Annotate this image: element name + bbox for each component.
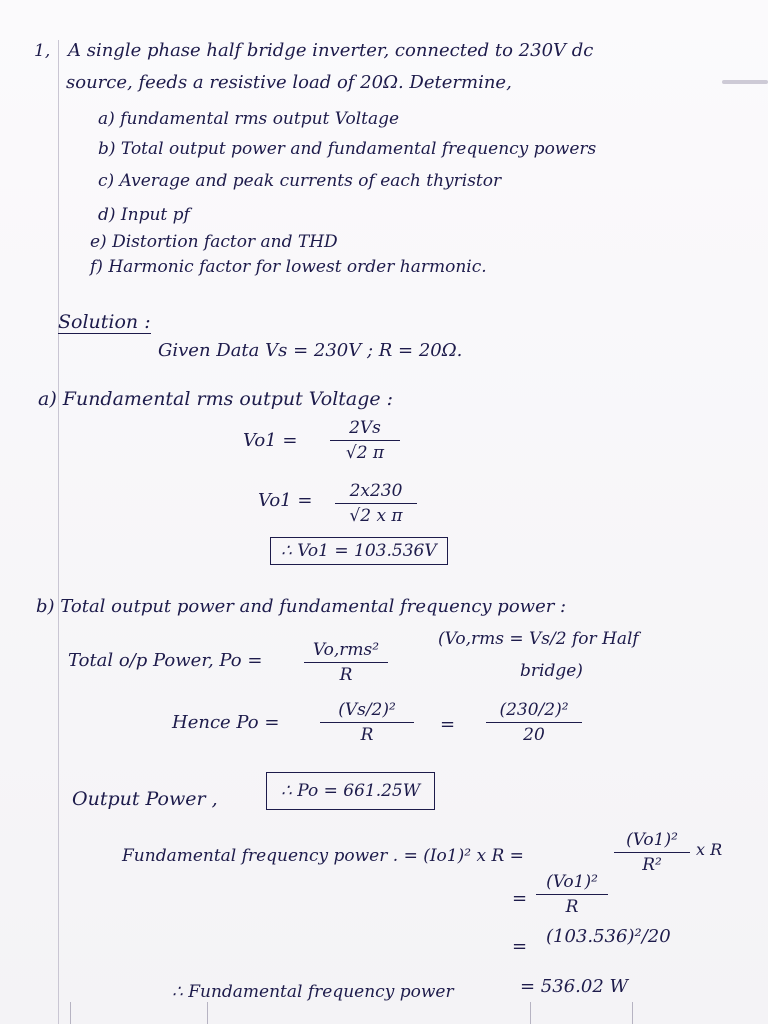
question-line-1: A single phase half bridge inverter, connected to 230V dc <box>68 40 594 61</box>
bottom-tick <box>632 1002 633 1024</box>
vo1-lhs-1: Vo1 = <box>243 430 298 451</box>
final-label: ∴ Fundamental frequency power <box>172 982 454 1002</box>
part-a-heading: a) Fundamental rms output Voltage : <box>38 388 394 410</box>
step-value: (103.536)²/20 <box>546 926 671 947</box>
question-line-2: source, feeds a resistive load of 20Ω. Determine, <box>66 72 512 93</box>
total-power-numerator: Vo,rms² <box>304 640 388 663</box>
output-power-label: Output Power , <box>72 788 218 810</box>
vo1-numerator-1: 2Vs <box>330 418 400 441</box>
question-part-f: f) Harmonic factor for lowest order harmonic. <box>90 257 487 277</box>
hence-po-fraction-2 <box>486 700 582 745</box>
step-equals-2: = <box>512 936 528 957</box>
question-part-b: b) Total output power and fundamental frequency powers <box>98 139 597 159</box>
fundamental-power-fraction <box>614 830 690 875</box>
hence-equals: = <box>440 714 456 735</box>
vo1-numerator-2: 2x230 <box>335 481 417 504</box>
hence-po-numerator: (Vs/2)² <box>320 700 414 723</box>
fundamental-power-label: Fundamental frequency power . = (Io1)² x R = <box>122 846 524 866</box>
step-denominator: R <box>565 897 579 917</box>
hence-po-denominator: R <box>360 725 374 745</box>
given-data: Given Data Vs = 230V ; R = 20Ω. <box>158 340 463 361</box>
total-power-label: Total o/p Power, Po = <box>68 650 263 671</box>
bottom-tick <box>207 1002 208 1024</box>
bottom-tick <box>70 1002 71 1024</box>
hence-po-fraction <box>320 700 414 745</box>
step-numerator: (Vo1)² <box>536 872 608 895</box>
question-part-c: c) Average and peak currents of each thyristor <box>98 171 502 191</box>
total-power-fraction <box>304 640 388 685</box>
vo1-fraction-1 <box>330 418 400 463</box>
page-curl <box>722 80 768 84</box>
vo1-fraction-2 <box>335 481 417 526</box>
vo1-result-box: ∴ Vo1 = 103.536V <box>270 537 448 565</box>
step-fraction <box>536 872 608 917</box>
margin-line <box>58 40 59 1024</box>
bottom-tick <box>530 1002 531 1024</box>
vo1-lhs-2: Vo1 = <box>258 490 313 511</box>
fundamental-power-numerator: (Vo1)² <box>614 830 690 853</box>
half-bridge-note-1: (Vo,rms = Vs/2 for Half <box>438 629 639 649</box>
question-part-d: d) Input pf <box>98 205 190 225</box>
fundamental-power-tail: x R <box>696 840 723 859</box>
final-value: = 536.02 W <box>520 976 629 997</box>
output-power-result-box: ∴ Po = 661.25W <box>266 772 435 810</box>
part-b-heading: b) Total output power and fundamental frequency power : <box>36 596 567 617</box>
hence-po-denominator-2: 20 <box>523 725 545 745</box>
question-part-a: a) fundamental rms output Voltage <box>98 109 400 129</box>
vo1-denominator-2: √2 x π <box>349 506 403 526</box>
solution-heading: Solution : <box>58 311 151 333</box>
vo1-denominator-1: √2 π <box>345 443 385 463</box>
half-bridge-note-2: bridge) <box>520 661 583 681</box>
question-number: 1, <box>34 41 51 61</box>
hence-po-numerator-2: (230/2)² <box>486 700 582 723</box>
total-power-denominator: R <box>339 665 353 685</box>
fundamental-power-denominator: R² <box>642 855 662 875</box>
question-part-e: e) Distortion factor and THD <box>90 232 338 252</box>
step-equals-1: = <box>512 888 528 909</box>
hence-po-label: Hence Po = <box>172 712 280 733</box>
